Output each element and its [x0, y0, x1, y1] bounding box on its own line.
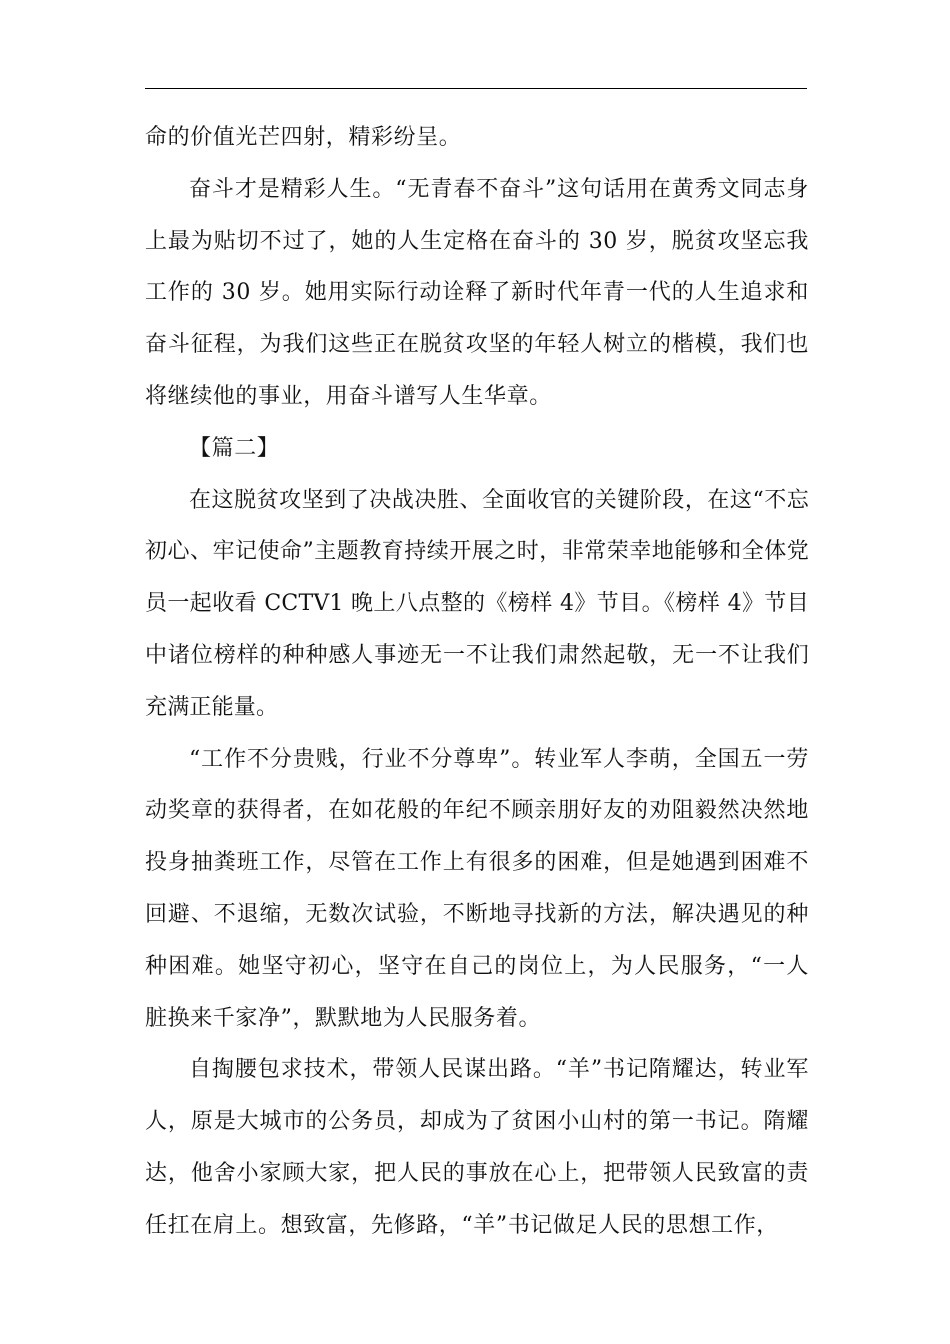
- paragraph-struggle: 奋斗才是精彩人生。“无青春不奋斗”这句话用在黄秀文同志身上最为贴切不过了，她的人生定格在奋斗的 30 岁，脱贫攻坚忘我工作的 30 岁。她用实际行动诠释了新时代年青一代的人生追求和奋斗征程，为我们这些正在脱贫攻坚的年轻人树立的楷模，我们也将继续他的事业，用奋斗谱写人生华章。: [145, 176, 809, 409]
- header-rule: [145, 88, 807, 89]
- document-body: [145, 112, 809, 1252]
- paragraph-intro: 在这脱贫攻坚到了决战决胜、全面收官的关键阶段，在这“不忘初心、牢记使命”主题教育持续开展之时，非常荣幸地能够和全体党员一起收看 CCTV1 晚上八点整的《榜样 4》节目。《榜样 4》节目中诸位榜样的种种感人事迹无一不让我们肃然起敬，无一不让我们充满正能量。: [145, 487, 809, 720]
- paragraph-continuation: 命的价值光芒四射，精彩纷呈。: [145, 125, 462, 150]
- paragraph-li-meng: “工作不分贵贱，行业不分尊卑”。转业军人李萌，全国五一劳动奖章的获得者，在如花般的年纪不顾亲朋好友的劝阻毅然决然地投身抽粪班工作，尽管在工作上有很多的困难，但是她遇到困难不回避、不退缩，无数次试验，不断地寻找新的方法，解决遇见的种种困难。她坚守初心，坚守在自己的岗位上，为人民服务，“一人脏换来千家净”，默默地为人民服务着。: [145, 746, 809, 1031]
- paragraph-sui-yaoda: 自掏腰包求技术，带领人民谋出路。“羊”书记隋耀达，转业军人，原是大城市的公务员，却成为了贫困小山村的第一书记。隋耀达，他舍小家顾大家，把人民的事放在心上，把带领人民致富的责任扛在肩上。想致富，先修路，“羊”书记做足人民的思想工作，: [145, 1057, 809, 1238]
- section-heading: 【篇二】: [189, 435, 280, 461]
